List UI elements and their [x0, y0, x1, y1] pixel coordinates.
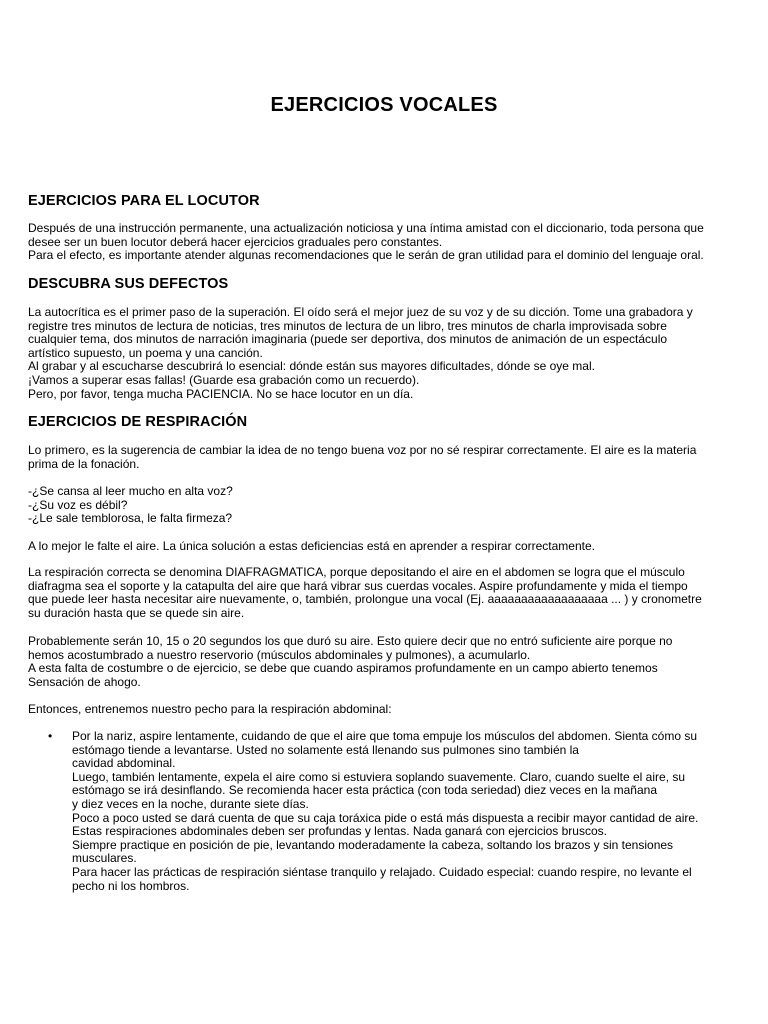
- list-item-line: estómago se irá desinflando. Se recomienda hacer esta práctica (con toda seriedad) diez veces en la mañana: [72, 783, 658, 798]
- list-item-line: Para hacer las prácticas de respiración siéntase tranquilo y relajado. Cuidado especial: cuando respire, no levante el: [72, 864, 692, 879]
- paragraph-line: -¿Le sale temblorosa, le falta firmeza?: [28, 511, 233, 526]
- paragraph-line: A esta falta de costumbre o de ejercicio, se debe que cuando aspiramos profundamente en un campo abierto tenemos: [28, 661, 658, 676]
- paragraph: [28, 540, 740, 554]
- paragraph-line: su duración hasta que se quede sin aire.: [28, 605, 245, 620]
- document-title: EJERCICIOS VOCALES: [270, 94, 498, 116]
- paragraph-line: Al grabar y al escucharse descubrirá lo esencial: dónde están sus mayores dificultades, dónde se oye mal.: [28, 359, 595, 374]
- list-item: [28, 730, 740, 893]
- paragraph-line: La respiración correcta se denomina DIAFRAGMATICA, porque depositando el aire en el abdomen se logra que el músculo: [28, 565, 685, 579]
- paragraph-line: prima de la fonación.: [28, 456, 140, 471]
- paragraph-line: Después de una instrucción permanente, una actualización noticiosa y una íntima amistad con el diccionario, toda persona que: [28, 221, 704, 235]
- paragraph-line: Probablemente serán 10, 15 o 20 segundos los que duró su aire. Esto quiere decir que no entró suficiente aire porque no: [28, 634, 673, 648]
- section-heading-locutor: EJERCICIOS PARA EL LOCUTOR: [28, 193, 260, 209]
- paragraph-line: hemos acostumbrado a nuestro reservorio (músculos abdominales y pulmones), a acumularlo.: [28, 647, 531, 662]
- paragraph-line: artístico supuesto, un poema y una canción.: [28, 345, 263, 360]
- paragraph-line: Sensación de ahogo.: [28, 674, 141, 689]
- section-heading-respiracion: EJERCICIOS DE RESPIRACIÓN: [28, 414, 248, 430]
- paragraph-line: registre tres minutos de lectura de noticias, tres minutos de lectura de un libro, tres minutos de charla improvisada sobre: [28, 318, 667, 333]
- paragraph: [28, 703, 740, 717]
- paragraph-line: Lo primero, es la sugerencia de cambiar la idea de no tengo buena voz por no sé respirar correctamente. El aire es la materia: [28, 443, 697, 457]
- list-item-line: Luego, también lentamente, expela el aire como si estuviera soplando suavemente. Claro, cuando suelte el aire, su: [72, 769, 686, 784]
- question-list: [28, 485, 740, 526]
- list-item-line: pecho ni los hombros.: [72, 878, 190, 893]
- paragraph-line: -¿Su voz es débil?: [28, 497, 128, 512]
- section-body-defectos: [28, 306, 740, 401]
- list-item-line: estómago tiende a levantarse. Usted no solamente está llenando sus pulmones sino también la: [72, 742, 579, 757]
- list-item-line: Poco a poco usted se dará cuenta de que su caja toráxica pide o está más dispuesta a recibir mayor cantidad de aire.: [72, 810, 699, 825]
- bullet-icon: •: [48, 729, 53, 743]
- paragraph-line: A lo mejor le falte el aire. La única solución a estas deficiencias está en aprender a respirar correctamente.: [28, 539, 595, 553]
- paragraph-line: cualquier tema, dos minutos de narración imaginaria (puede ser deportiva, dos minutos de animación de un espectáculo: [28, 332, 668, 347]
- paragraph-line: Pero, por favor, tenga mucha PACIENCIA. No se hace locutor en un día.: [28, 386, 414, 401]
- list-item-line: Siempre practique en posición de pie, levantando moderadamente la cabeza, soltando los brazos y sin tensiones: [72, 837, 674, 852]
- list-item-line: Estas respiraciones abdominales deben ser profundas y lentas. Nada ganará con ejercicios bruscos.: [72, 824, 607, 839]
- paragraph-line: Entonces, entrenemos nuestro pecho para la respiración abdominal:: [28, 702, 392, 716]
- list-item-line: Por la nariz, aspire lentamente, cuidando de que el aire que toma empuje los músculos del abdomen. Sienta cómo su: [72, 729, 698, 743]
- list-item-line: cavidad abdominal.: [72, 756, 176, 771]
- paragraph: [28, 635, 740, 689]
- paragraph-line: Para el efecto, es importante atender algunas recomendaciones que le serán de gran utilidad para el dominio del lenguaje oral.: [28, 248, 704, 263]
- paragraph-line: -¿Se cansa al leer mucho en alta voz?: [28, 484, 233, 498]
- section-body-locutor: [28, 222, 740, 263]
- list-item-line: y diez veces en la noche, durante siete días.: [72, 796, 309, 811]
- paragraph-line: ¡Vamos a superar esas fallas! (Guarde esa grabación como un recuerdo).: [28, 372, 420, 387]
- bullet-list: [28, 730, 740, 893]
- paragraph-line: desee ser un buen locutor deberá hacer ejercicios graduales pero constantes.: [28, 234, 443, 249]
- list-item-line: musculares.: [72, 851, 137, 866]
- paragraph-line: que puede leer hasta necesitar aire nuevamente, o, también, prolongue una vocal (Ej. aaaaaaaaaaaaaaaaaa ... ) y cronometre: [28, 592, 702, 607]
- section-heading-defectos: DESCUBRA SUS DEFECTOS: [28, 276, 229, 292]
- paragraph-line: diafragma sea el soporte y la catapulta del aire que hará vibrar sus cuerdas vocales. Aspire profundamente y mida el tiempo: [28, 578, 688, 593]
- paragraph-line: La autocrítica es el primer paso de la superación. El oído será el mejor juez de su voz y de su dicción. Tome una grabadora y: [28, 305, 693, 319]
- paragraph: [28, 566, 740, 620]
- paragraph: [28, 444, 740, 471]
